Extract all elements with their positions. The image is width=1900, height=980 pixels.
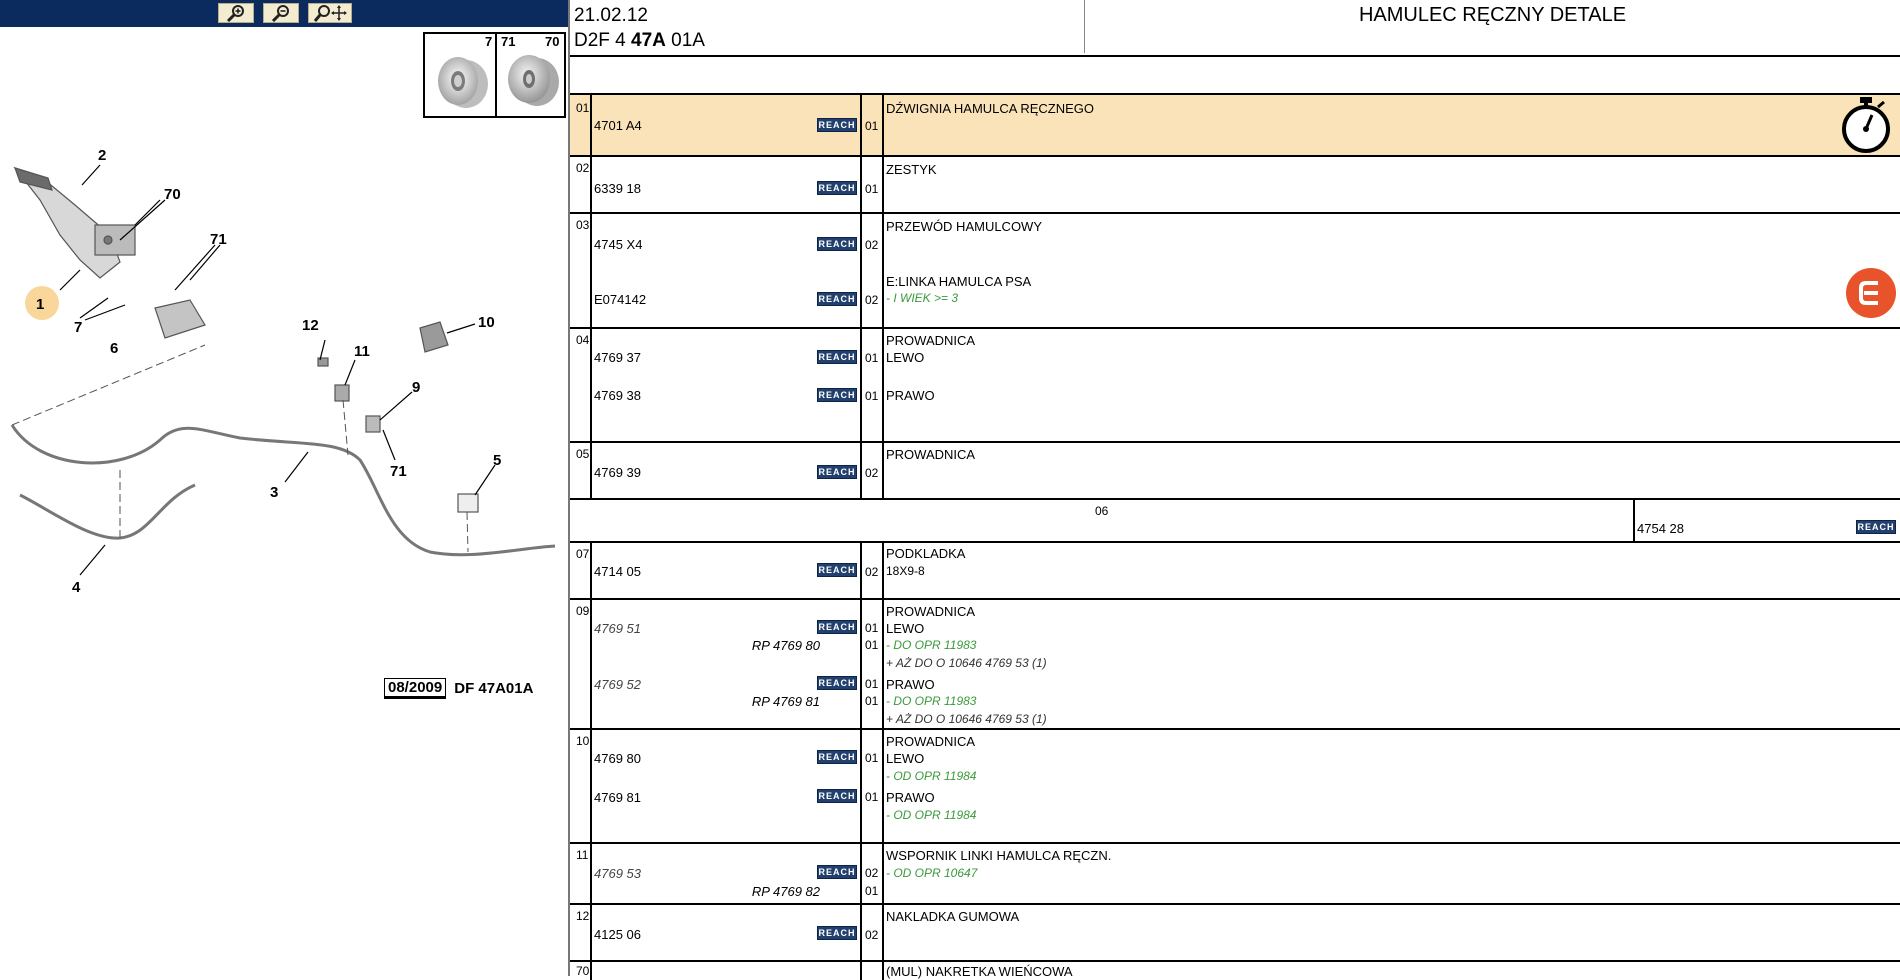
position-number: 12 [576, 909, 590, 923]
replacement-reference[interactable]: RP 4769 80 [751, 638, 820, 653]
replacement-reference[interactable]: RP 4769 81 [751, 694, 820, 709]
callout-label[interactable]: 9 [412, 379, 421, 396]
position-number: 09 [576, 604, 590, 618]
applicability-note: + AŻ DO O 10646 4769 53 (1) [886, 656, 1047, 670]
reach-badge: REACH [1857, 522, 1895, 532]
callout-label[interactable]: 2 [98, 147, 107, 164]
zoom-out-icon [270, 4, 292, 22]
zoom-pan-icon [313, 4, 347, 22]
table-row[interactable] [570, 155, 1900, 212]
position-number: 70 [576, 964, 590, 978]
zoom-in-button[interactable] [218, 3, 254, 23]
callout-label[interactable]: 7 [74, 319, 83, 336]
quantity: 01 [865, 638, 879, 652]
callout-label[interactable]: 6 [110, 340, 119, 357]
part-reference[interactable]: 4125 06 [594, 927, 641, 942]
header-date: 21.02.12 [574, 5, 648, 26]
variant-label: PRAWO [886, 790, 935, 805]
callout-label[interactable]: 71 [210, 231, 227, 248]
callout-label[interactable]: 71 [390, 463, 407, 480]
quantity: 01 [865, 351, 879, 365]
part-reference[interactable]: 4701 A4 [594, 118, 642, 133]
part-reference[interactable]: 4769 38 [594, 388, 641, 403]
reach-badge: REACH [818, 752, 856, 762]
part-reference[interactable]: 4769 80 [594, 751, 641, 766]
part-description: PRZEWÓD HAMULCOWY [886, 219, 1042, 234]
table-row[interactable] [570, 93, 1900, 155]
callout-label[interactable]: 3 [270, 484, 279, 501]
reach-badge: REACH [818, 791, 856, 801]
quantity: 02 [865, 466, 879, 480]
quantity: 01 [865, 621, 879, 635]
quantity: 02 [865, 866, 879, 880]
reach-badge: REACH [818, 239, 856, 249]
part-description: (MUL) NAKRETKA WIEŃCOWA [886, 964, 1073, 979]
part-description: PROWADNICA [886, 447, 976, 462]
applicability-note: - OD OPR 11984 [886, 808, 977, 822]
reach-badge: REACH [818, 294, 856, 304]
diagram-reference [384, 678, 533, 699]
reach-badge: REACH [818, 622, 856, 632]
quantity: 01 [865, 694, 879, 708]
e-badge-icon[interactable] [1846, 268, 1896, 318]
parts-header [570, 0, 1900, 57]
table-row[interactable] [570, 327, 1900, 441]
callout-label[interactable]: 5 [493, 452, 502, 469]
part-description: PROWADNICA [886, 604, 976, 619]
zoom-out-button[interactable] [263, 3, 299, 23]
zoom-toolbar [0, 0, 568, 27]
position-number: 01 [576, 101, 590, 115]
table-row[interactable] [570, 903, 1900, 960]
part-description: DŹWIGNIA HAMULCA RĘCZNEGO [886, 101, 1095, 116]
table-row[interactable] [570, 598, 1900, 728]
part-reference[interactable]: 4769 52 [594, 677, 641, 692]
callout-label[interactable]: 70 [164, 186, 181, 203]
variant-label: PRAWO [886, 388, 935, 403]
reach-badge: REACH [818, 867, 856, 877]
part-reference[interactable]: 4769 37 [594, 350, 641, 365]
table-row[interactable] [570, 498, 1900, 541]
part-description: PROWADNICA [886, 333, 976, 348]
part-reference[interactable]: 6339 18 [594, 181, 641, 196]
reach-badge: REACH [818, 565, 856, 575]
washer-thumbnail [431, 46, 493, 112]
applicability-note: - OD OPR 11984 [886, 769, 977, 783]
detail-thumbnails [423, 32, 566, 118]
thumb-label: 71 [501, 34, 516, 49]
table-row[interactable] [570, 842, 1900, 903]
page-title: HAMULEC RĘCZNY DETALE [1358, 4, 1627, 26]
part-reference[interactable]: 4745 X4 [594, 237, 643, 252]
replacement-reference[interactable]: RP 4769 82 [751, 884, 820, 899]
position-number: 02 [576, 161, 590, 175]
quantity: 01 [865, 884, 879, 898]
variant-label: LEWO [886, 621, 925, 636]
callout-label[interactable]: 10 [478, 314, 495, 331]
quantity: 01 [865, 119, 879, 133]
part-description: E:LINKA HAMULCA PSA [886, 274, 1032, 289]
position-number: 04 [576, 333, 590, 347]
thumb-label: 70 [545, 34, 560, 49]
quantity: 01 [865, 389, 879, 403]
part-description: PODKLADKA [886, 546, 966, 561]
reach-badge: REACH [818, 678, 856, 688]
quantity: 01 [865, 677, 879, 691]
part-reference[interactable]: 4769 51 [594, 621, 641, 636]
table-row[interactable] [570, 728, 1900, 842]
table-row[interactable] [570, 441, 1900, 498]
table-row[interactable] [570, 212, 1900, 327]
quantity: 02 [865, 238, 879, 252]
part-reference[interactable]: E074142 [594, 292, 647, 307]
header-code: D2F 4 47A 01A [574, 30, 705, 51]
part-reference[interactable]: 4769 39 [594, 465, 641, 480]
applicability-note: - I WIEK >= 3 [886, 291, 959, 305]
reach-badge: REACH [818, 390, 856, 400]
position-number: 06 [1095, 504, 1109, 518]
quantity: 01 [865, 751, 879, 765]
reach-badge: REACH [818, 120, 856, 130]
reach-badge: REACH [818, 183, 856, 193]
thumb-label: 7 [485, 34, 493, 49]
callout-label[interactable]: 4 [72, 579, 81, 596]
stopwatch-icon[interactable] [1840, 95, 1892, 155]
applicability-note: + AŻ DO O 10646 4769 53 (1) [886, 712, 1047, 726]
applicability-note: - DO OPR 11983 [886, 638, 977, 652]
reach-badge: REACH [818, 352, 856, 362]
callout-label[interactable]: 12 [302, 317, 319, 334]
diagram-pane [0, 0, 568, 976]
quantity: 01 [865, 790, 879, 804]
variant-label: LEWO [886, 350, 925, 365]
quantity: 02 [865, 565, 879, 579]
part-description: PROWADNICA [886, 734, 976, 749]
part-dimension: 18X9-8 [886, 564, 925, 578]
part-description: WSPORNIK LINKI HAMULCA RĘCZN. [886, 848, 1112, 863]
diagram-code: DF 47A01A [454, 680, 534, 697]
zoom-pan-button[interactable] [308, 3, 352, 23]
table-row[interactable] [570, 541, 1900, 598]
position-number: 10 [576, 734, 590, 748]
exploded-diagram [0, 130, 568, 610]
parts-pane [568, 0, 1900, 979]
applicability-note: - DO OPR 11983 [886, 694, 977, 708]
nut-thumbnail [501, 48, 563, 112]
applicability-note: - OD OPR 10647 [886, 866, 978, 880]
variant-label: LEWO [886, 751, 925, 766]
part-reference[interactable]: 4714 05 [594, 564, 641, 579]
diagram-date: 08/2009 [384, 678, 446, 699]
part-reference[interactable]: 4754 28 [1637, 521, 1684, 536]
position-number: 07 [576, 547, 590, 561]
quantity: 02 [865, 293, 879, 307]
quantity: 01 [865, 182, 879, 196]
position-number: 11 [576, 848, 589, 862]
part-reference[interactable]: 4769 53 [594, 866, 641, 881]
table-row[interactable] [570, 960, 1900, 980]
quantity: 02 [865, 928, 879, 942]
part-reference[interactable]: 4769 81 [594, 790, 641, 805]
part-description: ZESTYK [886, 162, 937, 177]
position-number: 03 [576, 218, 590, 232]
reach-badge: REACH [818, 467, 856, 477]
callout-label[interactable]: 11 [354, 343, 370, 360]
variant-label: PRAWO [886, 677, 935, 692]
part-description: NAKLADKA GUMOWA [886, 909, 1020, 924]
reach-badge: REACH [818, 928, 856, 938]
position-number: 05 [576, 447, 590, 461]
callout-label[interactable]: 1 [36, 296, 45, 313]
zoom-in-icon [225, 4, 247, 22]
